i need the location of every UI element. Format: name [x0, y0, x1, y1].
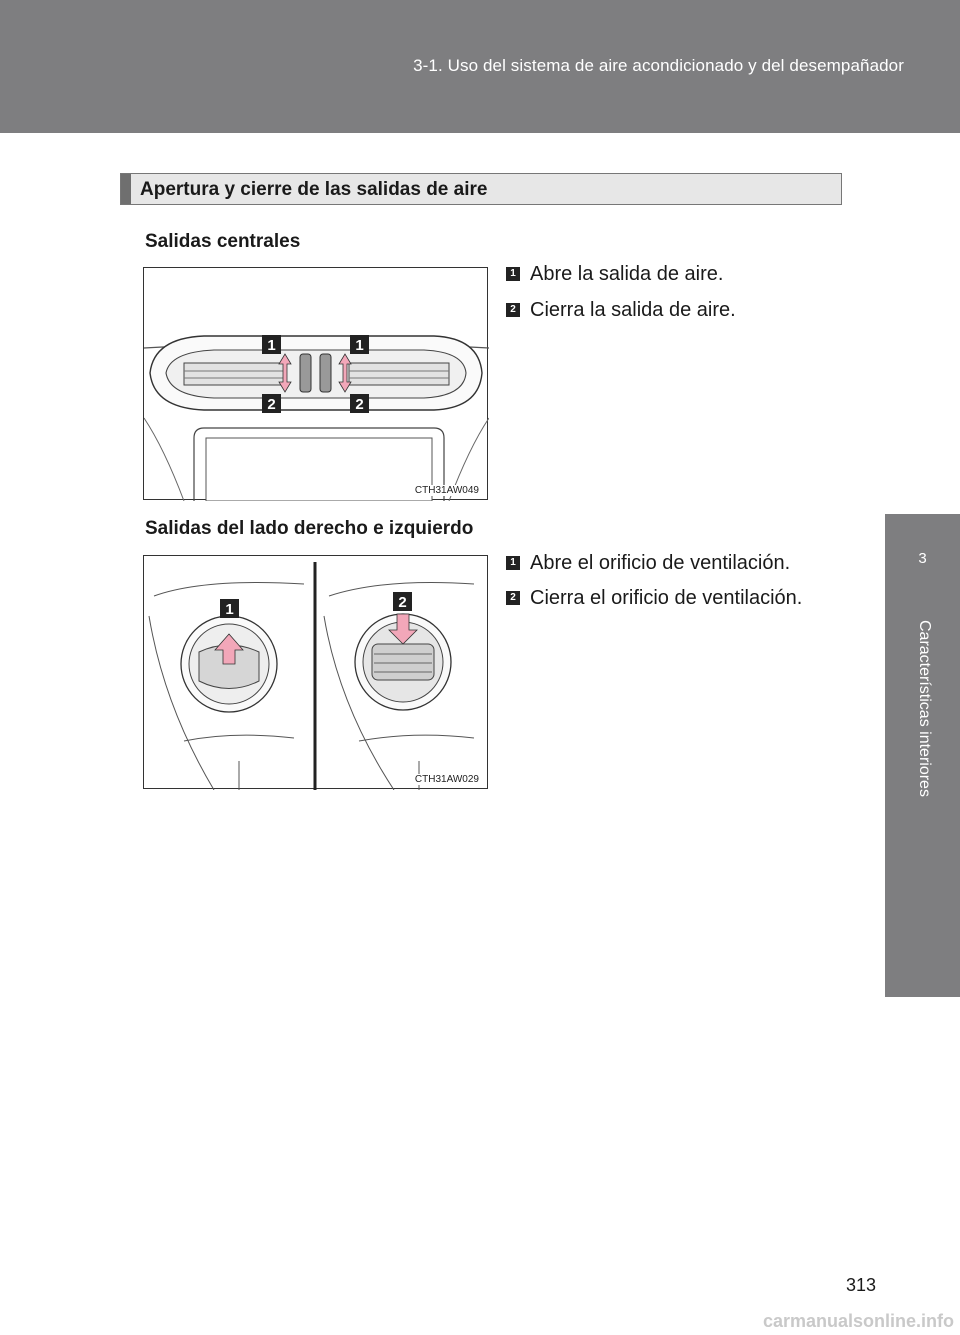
callout-2: 2	[398, 594, 407, 611]
page-number: 313	[846, 1275, 877, 1295]
running-header: 3-1. Uso del sistema de aire acondicionado y del desempañador	[413, 56, 904, 75]
chapter-side-tab	[885, 514, 960, 997]
heading-accent-bar	[121, 174, 131, 204]
section-heading-text: Apertura y cierre de las salidas de aire	[140, 179, 488, 200]
section-heading	[120, 173, 842, 205]
callout-2-left: 2	[267, 396, 276, 413]
callout-1-left: 1	[267, 337, 276, 354]
step-text: Abre el orificio de ventilación.	[530, 552, 791, 574]
step-number-badge: 1	[506, 267, 520, 281]
central-outlets-subheading: Salidas centrales	[145, 231, 301, 252]
step-text: Cierra el orificio de ventilación.	[530, 587, 803, 609]
callout-1: 1	[225, 601, 234, 618]
side-outlets-subheading: Salidas del lado derecho e izquierdo	[145, 518, 474, 539]
callout-1-right: 1	[355, 337, 364, 354]
watermark: carmanualsonline.info	[762, 1311, 954, 1331]
chapter-label: Características interiores	[916, 620, 933, 797]
central-vent-illustration	[144, 268, 489, 501]
callout-2-right: 2	[355, 396, 364, 413]
side-vent-illustration	[144, 556, 489, 790]
header-band	[0, 0, 960, 133]
figure-code: CTH31AW029	[414, 774, 479, 785]
chapter-number: 3	[918, 550, 927, 567]
step-text: Abre la salida de aire.	[530, 263, 724, 285]
step-text: Cierra la salida de aire.	[530, 299, 736, 321]
step-number-badge: 2	[506, 591, 520, 605]
central-outlets-figure	[143, 267, 488, 500]
figure-code: CTH31AW049	[414, 485, 479, 496]
step-number-badge: 1	[506, 556, 520, 570]
side-outlets-figure	[143, 555, 488, 789]
step-number-badge: 2	[506, 303, 520, 317]
